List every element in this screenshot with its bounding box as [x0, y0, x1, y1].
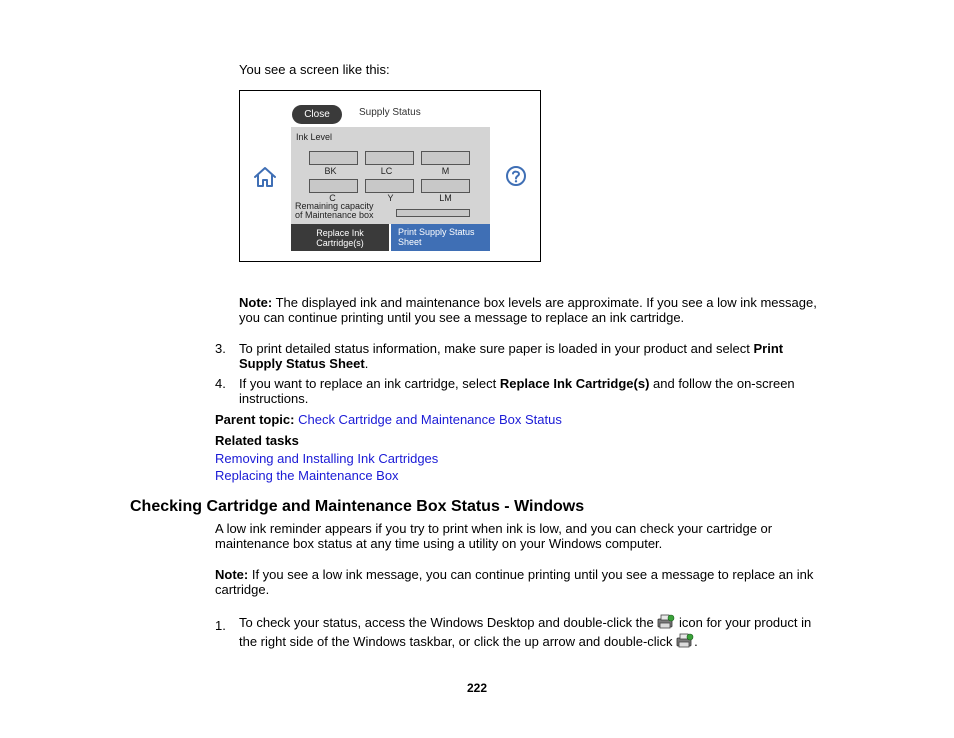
step-number: 1.: [215, 618, 226, 633]
help-icon: [505, 165, 527, 187]
step-number: 4.: [215, 376, 226, 391]
ink-level-panel: [291, 127, 490, 224]
replace-ink-cartridges-button: [291, 224, 389, 251]
note-approximate-levels: [239, 295, 829, 325]
step-text-continued: icon for your product in the right side of the Windows taskbar, or click the up arrow and double-click: [239, 615, 812, 649]
note-low-ink: [215, 567, 825, 597]
print-button-line2: Sheet: [398, 237, 422, 247]
supply-status-screen-image: [239, 90, 541, 262]
supply-status-title: Supply Status: [359, 107, 421, 118]
related-task-link[interactable]: Removing and Installing Ink Cartridges: [215, 451, 439, 466]
related-tasks-heading: [215, 433, 299, 448]
step-text-end: .: [364, 356, 369, 371]
maintenance-label-line1: Remaining capacity: [295, 201, 374, 211]
step-bold-text: Replace Ink Cartridge(s): [499, 376, 650, 391]
note-label: Note:: [215, 567, 249, 582]
ink-label-lc: LC: [380, 166, 393, 176]
ink-bar-y: [365, 179, 414, 193]
print-button-line1: Print Supply Status: [398, 227, 475, 237]
related-link-removing-installing[interactable]: [215, 451, 438, 466]
maintenance-box-bar: [396, 209, 470, 217]
home-icon: [252, 165, 278, 189]
parent-topic-label: Parent topic:: [215, 412, 295, 427]
ink-bar-lc: [365, 151, 414, 165]
step-number: 3.: [215, 341, 226, 356]
step-text: If you want to replace an ink cartridge, select: [239, 376, 500, 391]
note-text: If you see a low ink message, you can continue printing until you see a message to replace an ink cartridge.: [215, 567, 814, 597]
parent-topic-link[interactable]: Check Cartridge and Maintenance Box Status: [298, 412, 562, 427]
section-body-text: A low ink reminder appears if you try to print when ink is low, and you can check your cartridge or maintenance box status at any time using a utility on your Windows computer.: [215, 521, 773, 551]
maintenance-label-line2: of Maintenance box: [295, 210, 374, 220]
step-text: To check your status, access the Windows Desktop and double-click the: [239, 615, 658, 630]
replace-button-line2: Cartridge(s): [316, 238, 364, 248]
ink-label-bk: BK: [324, 166, 337, 176]
ink-bar-c: [309, 179, 358, 193]
step-text-end: and follow the on-screen instructions.: [239, 376, 795, 406]
ink-bar-lm: [421, 179, 470, 193]
step-check-status: [239, 613, 829, 651]
ink-label-y: Y: [387, 193, 394, 203]
ink-bar-bk: [309, 151, 358, 165]
note-label: Note:: [239, 295, 273, 310]
step-replace-cartridge: [239, 376, 814, 406]
ink-label-m: M: [441, 166, 450, 176]
related-link-replacing-maintenance-box[interactable]: [215, 468, 399, 483]
ink-label-c: C: [329, 193, 336, 203]
step-text-end: .: [694, 634, 698, 649]
print-supply-status-sheet-button: [391, 224, 490, 251]
step-bold-text: Print Supply Status Sheet: [239, 341, 784, 371]
ink-label-lm: LM: [439, 193, 452, 203]
intro-text: You see a screen like this:: [239, 62, 390, 77]
related-task-link[interactable]: Replacing the Maintenance Box: [215, 468, 399, 483]
step-print-status-sheet: [239, 341, 799, 371]
related-tasks-label: Related tasks: [215, 433, 299, 448]
printer-tray-icon: [676, 633, 694, 649]
page-number: 222: [467, 681, 488, 695]
ink-level-label: Ink Level: [296, 132, 333, 142]
ink-bar-m: [421, 151, 470, 165]
parent-topic: [215, 412, 562, 427]
replace-button-line1: Replace Ink: [316, 228, 364, 238]
maintenance-box-label: [295, 202, 395, 220]
section-heading: Checking Cartridge and Maintenance Box Status - Windows: [130, 498, 585, 515]
note-text: The displayed ink and maintenance box levels are approximate. If you see a low ink message, you can continue printing until you see a message to replace an ink cartridge.: [239, 295, 817, 325]
step-text: To print detailed status information, make sure paper is loaded in your product and select: [239, 341, 754, 356]
printer-tray-icon: [657, 614, 675, 630]
close-button: Close: [292, 105, 342, 124]
